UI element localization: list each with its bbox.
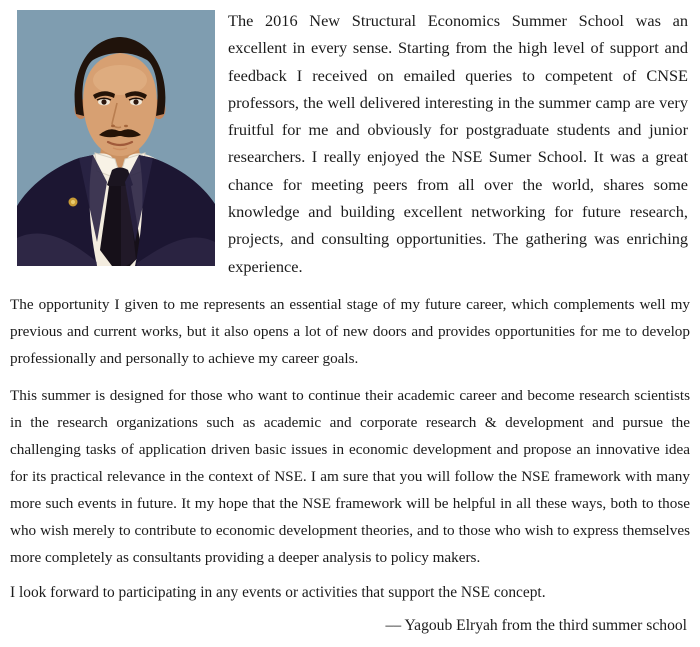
portrait-illustration — [17, 10, 215, 266]
iris-right — [133, 99, 138, 104]
iris-left — [101, 99, 106, 104]
testimonial-signature: –– Yagoub Elryah from the third summer school — [385, 617, 687, 634]
testimonial-paragraph-summer: This summer is designed for those who want to continue their academic career and become research scientists in the research organizations such as academic and corporate research & development and pursue the challenging tasks of application driven basic issues in economic development and propose an innovative idea for its practical relevance in the context of NSE. I am sure that you will follow the NSE framework with many more such events in future. It my hope that the NSE framework will be helpful in all these ways, both to those who wish merely to contribute to economic development theories, and to those who wish to express themselves more completely as consultants providing a deeper analysis to policy makers. — [10, 387, 690, 566]
nostril-right — [124, 125, 128, 127]
testimonial-intro: The 2016 New Structural Economics Summer School was an excellent in every sense. Starting from the high level of support and feedback I received on emailed queries to competent of CNSE professors, the well delivered interesting in the summer camp are very fruitful for me and obviously for postgraduate students and junior researchers. I really enjoyed the NSE Sumer School. It was a great chance for meeting peers from all over the world, shares some knowledge and building excellent networking for future research, projects, and consulting opportunities. The gathering was enriching experience. — [228, 11, 688, 276]
top-section — [0, 0, 700, 276]
lapel-pin-center — [71, 200, 75, 204]
portrait-photo — [17, 10, 215, 266]
nostril-left — [111, 125, 115, 127]
testimonial-paragraph-closing: I look forward to participating in any events or activities that support the NSE concept. — [10, 584, 546, 601]
forehead-highlight — [93, 65, 147, 95]
testimonial-paragraph-career: The opportunity I given to me represents an essential stage of my future career, which complements well my previous and current works, but it also opens a lot of new doors and provides opportunities for me to develop professionally and personally to achieve my career goals. — [10, 296, 690, 367]
